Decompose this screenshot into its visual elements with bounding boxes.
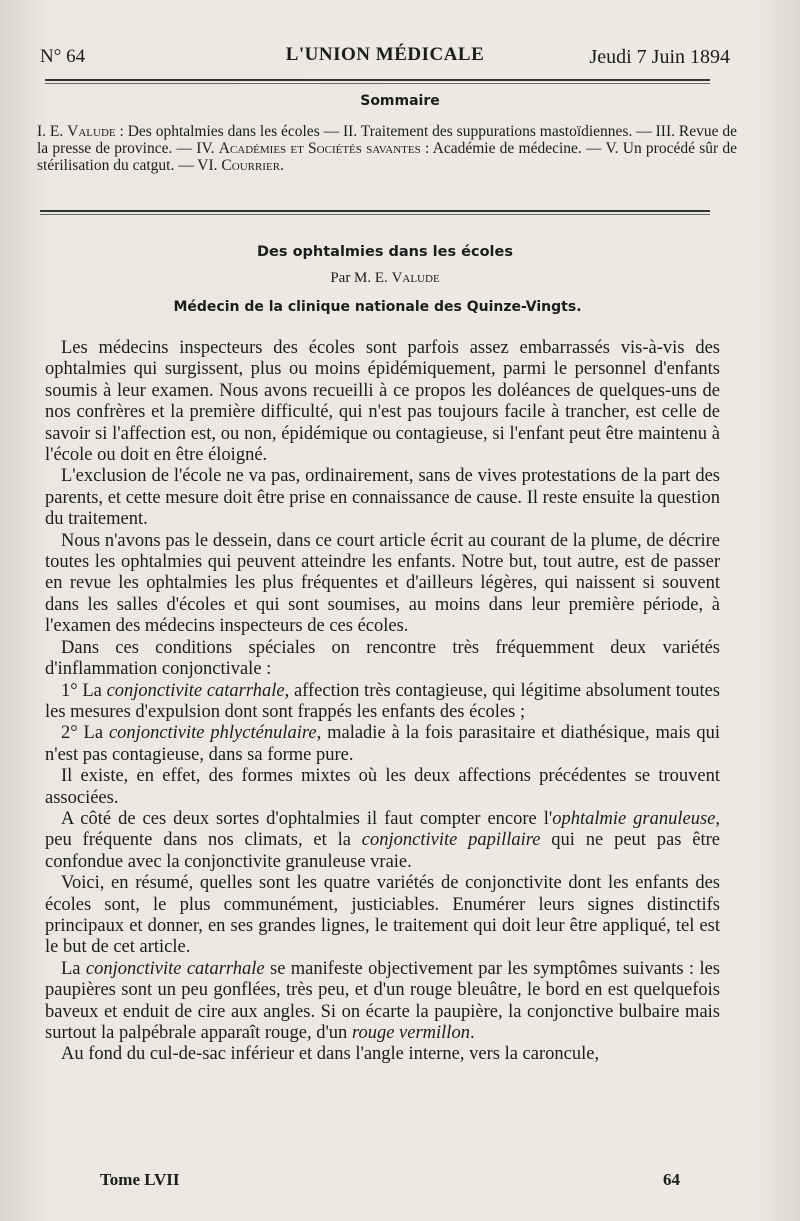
p10-term-2: rouge vermillon [351,1023,470,1043]
p5-rest: , affection très contagieuse, qui légitime absolument toutes les mesures d'expulsion dont sont frappés les enfants des écoles ; [45,680,720,722]
sommaire-item-4-name: Académies et Sociétés savantes [218,140,421,157]
paragraph-10 [45,959,720,1045]
header-rule-thin [45,83,710,84]
paragraph-6 [45,723,720,766]
sommaire-item-6-text: . [280,157,284,174]
author-name: Valude [391,270,440,286]
paragraph-4: Dans ces conditions spéciales on rencontre très fréquemment deux variétés d'inflammation conjonctivale : [45,637,720,680]
issue-date: Jeudi 7 Juin 1894 [589,46,730,68]
p6-rest: , maladie à la fois parasitaire et diathésique, mais qui n'est pas contagieuse, dans sa forme pure. [45,723,720,765]
p8-term-1: ophtalmie granuleuse [552,808,716,829]
paragraph-1: Les médecins inspecteurs des écoles sont parfois assez embarrassés vis-à-vis des ophtalmies qui surgissent, plus ou moins épidémiquement, parmi le personnel d'enfants soumis à leur examen. Nous avons recueilli à ce propos les doléances de quelques-uns de nos confrères et la première difficulté, qui n'est pas toujours facile à trancher, est celle de savoir si l'affection est, ou non, épidémique ou contagieuse, si l'enfant peut être maintenu à l'école ou doit en être éloigné. [45,338,720,466]
p5-term: conjonctivite catarrhale [106,680,285,701]
signature-mark: 64 [663,1170,680,1189]
issue-number: N° 64 [40,46,86,67]
p10-rest: . [469,1023,475,1043]
article-body [45,338,720,1066]
section-rule [40,210,710,212]
sommaire-item-1-text: : Des ophtalmies dans les écoles — [115,123,343,140]
sommaire-item-4-text: : Académie de médecine. — V. Un procédé sûr de stérilisation du catgut. — [37,140,737,174]
sommaire-item-6-name: Courrier [221,157,281,174]
p10-term-1: conjonctivite catarrhale [85,958,265,979]
p8-rest: qui ne peut pas être confondue avec la conjonctivite granuleuse vraie. [45,830,720,872]
p10-mid: se manifeste objectivement par les symptômes suivants : les paupières sont un peu gonflées, très peu, et d'un rouge bleuâtre, le bord en est quelquefois baveux et enduit de cire aux angles. Si on écarte la paupière, la conjonctive bulbaire mais surtout la palpébrale apparaît rouge, d'un [45,958,721,1043]
p6-lead: 2° La [61,723,109,744]
section-rule-thin [40,214,710,215]
p8-term-2: conjonctivite papillaire [361,830,541,851]
journal-title: L'UNION MÉDICALE [285,44,485,65]
sommaire-item-6-lead: VI. [197,157,222,174]
sommaire-item-3-text: III. Revue de la presse de province. — [37,123,737,157]
p6-term: conjonctivite phlycténulaire [108,723,317,744]
paragraph-8 [45,809,720,873]
p10-lead: La [61,958,86,979]
header-rule [45,79,710,81]
page-header [40,42,730,72]
tome-number: Tome LVII [100,1170,180,1189]
p8-lead: A côté de ces deux sortes d'ophtalmies il faut compter encore l' [61,808,553,829]
sommaire-item-4-lead: IV. [196,140,219,157]
paragraph-3: Nous n'avons pas le dessein, dans ce court article écrit au courant de la plume, de décrire toutes les ophtalmies qui peuvent atteindre les enfants. Notre but, tout autre, est de passer en revue les ophtalmies les plus fréquentes et d'ailleurs légères, qui naissent si souvent dans les salles d'écoles et qui sont soumises, au moins dans leur première période, à l'examen des médecins inspecteurs de ces écoles. [45,530,720,637]
article-title: Des ophtalmies dans les écoles [257,244,513,260]
paragraph-11: Au fond du cul-de-sac inférieur et dans l'angle interne, vers la caroncule, [61,1044,600,1065]
sommaire-item-1-lead: I. E. [37,123,68,140]
p5-lead: 1° La [61,680,107,701]
p8-mid: , peu fréquente dans nos climats, et la [45,808,720,851]
article-author [0,270,770,287]
paragraph-7: Il existe, en effet, des formes mixtes où les deux affections précédentes se trouvent associées. [45,766,720,808]
paragraph-9: Voici, en résumé, quelles sont les quatre variétés de conjonctivite dont les enfants des écoles sont, le plus communément, justiciables. Enumérer leurs signes distinctifs principaux et donner, en ses grandes lignes, le traitement qui doit leur être appliqué, tel est le but de cet article. [45,873,720,958]
paragraph-5 [45,681,720,724]
sommaire-item-2-text: II. Traitement des suppurations mastoïdiennes. — [343,123,656,140]
author-affiliation: Médecin de la clinique nationale des Quinze-Vingts. [173,299,582,315]
sommaire-contents [37,123,737,174]
paragraph-2: L'exclusion de l'école ne va pas, ordinairement, sans de vives protestations de la part des parents, et cette mesure doit être prise en connaissance de cause. Il reste ensuite la question du traitement. [45,466,720,530]
page-footer [100,1170,680,1194]
author-prefix: Par M. E. [330,270,392,286]
sommaire-title: Sommaire [360,93,440,109]
sommaire-item-1-author: Valude [67,123,116,140]
